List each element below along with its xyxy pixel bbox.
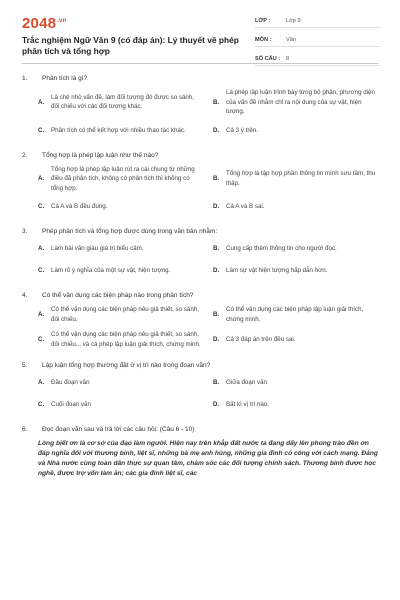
meta-key: LỚP :: [255, 18, 271, 24]
header-divider: [22, 63, 378, 64]
question-list: [22, 75, 378, 492]
question-3: [22, 228, 378, 279]
meta-row-subject: [255, 34, 380, 47]
option-text: Tổng hợp là phép lập luận rút ra cái chung từ những điều đã phân tích, không có phân tích thì không có tổng hợp.: [51, 165, 195, 192]
option-text: Cả A và B sai.: [226, 203, 265, 211]
option-letter: B.: [213, 245, 220, 253]
question-number: 4.: [22, 292, 28, 299]
question-header: [22, 75, 378, 82]
option-letter: B.: [213, 379, 220, 387]
option-d[interactable]: [213, 123, 378, 139]
meta-value: 8: [286, 56, 290, 62]
option-c[interactable]: [38, 199, 203, 215]
option-letter: D.: [213, 203, 220, 211]
option-text: Có thể vận dụng các biện pháp lập luận giải thích, chứng minh.: [226, 306, 364, 323]
option-letter: D.: [213, 335, 220, 343]
question-1: [22, 75, 378, 139]
option-letter: C.: [38, 335, 45, 343]
question-header: [22, 426, 378, 433]
option-b[interactable]: [213, 165, 378, 194]
option-b[interactable]: [213, 241, 378, 257]
logo-suffix: .vn: [57, 18, 67, 24]
option-text: Là phép lập luận trình bày từng bộ phận, phương diện của vấn đề nhằm chỉ ra nội dung của sự vật, hiện tượng.: [226, 89, 375, 115]
meta-row-class: [255, 15, 380, 28]
option-d[interactable]: [213, 263, 378, 279]
options-grid: [22, 375, 378, 413]
question-number: 5.: [22, 362, 28, 369]
option-letter: A.: [38, 379, 45, 387]
option-b[interactable]: [213, 375, 378, 391]
option-text: Cả 3 ý trên.: [226, 126, 258, 134]
option-letter: C.: [38, 267, 45, 275]
option-letter: A.: [38, 245, 45, 253]
options-grid: [22, 305, 378, 349]
option-b[interactable]: [213, 88, 378, 117]
option-a[interactable]: [38, 241, 203, 257]
question-text: Phép phân tích và tổng hợp được dùng trong văn bản nhằm:: [42, 228, 218, 235]
option-a[interactable]: [38, 165, 203, 194]
question-text: Có thể vận dụng các biện pháp nào trong phân tích?: [42, 292, 194, 299]
question-text: Đọc đoạn văn sau và trả lời các câu hỏi: (Câu 6 - 10): [42, 426, 195, 433]
question-4: [22, 292, 378, 349]
option-c[interactable]: [38, 123, 203, 139]
option-text: Làm sự vật hiện tượng hấp dẫn hơn.: [226, 267, 328, 275]
option-letter: B.: [213, 175, 220, 182]
option-letter: D.: [213, 401, 220, 409]
meta-key: MÔN :: [255, 37, 272, 43]
option-letter: C.: [38, 126, 45, 134]
option-letter: B.: [213, 310, 220, 318]
option-text: Tổng hợp là tập hợp phần thông tin mình sưu tầm, thu thập.: [226, 170, 376, 187]
meta-row-count: [255, 53, 380, 66]
question-number: 3.: [22, 228, 28, 235]
options-grid: [22, 165, 378, 216]
option-letter: A.: [38, 310, 45, 318]
option-a[interactable]: [38, 305, 203, 324]
meta-key: SỐ CÂU :: [255, 56, 281, 62]
question-header: [22, 228, 378, 235]
option-d[interactable]: [213, 330, 378, 349]
page-title: Trắc nghiệm Ngữ Văn 9 (có đáp án): Lý thuyết về phép phân tích và tổng hợp: [22, 35, 239, 56]
option-text: Phân tích có thể kết hợp với nhiều thao tác khác.: [51, 126, 186, 134]
option-c[interactable]: [38, 330, 203, 349]
option-text: Có thể vận dụng các biện pháp nêu giả thiết, so sánh, đối chiếu.: [51, 306, 199, 323]
option-c[interactable]: [38, 263, 203, 279]
question-text: Tổng hợp là phép lập luận như thế nào?: [42, 151, 159, 159]
logo-text: 2048: [22, 15, 57, 32]
option-b[interactable]: [213, 305, 378, 324]
question-6: [22, 426, 378, 479]
question-header: [22, 362, 378, 369]
option-text: Giữa đoạn văn: [226, 379, 267, 387]
meta-value: Lớp 9: [286, 18, 301, 24]
option-text: Cả 3 đáp án trên đều sai.: [226, 335, 296, 343]
question-number: 6.: [22, 426, 28, 433]
option-text: Cung cấp thêm thông tin cho người đọc.: [226, 245, 337, 253]
option-letter: A.: [38, 98, 45, 106]
option-d[interactable]: [213, 199, 378, 215]
option-text: Cả A và B đều đúng.: [51, 203, 108, 211]
question-header: [22, 152, 378, 159]
question-text: Lập luận tổng hợp thường đặt ở vị trí nào trong đoạn văn?: [42, 362, 211, 369]
option-a[interactable]: [38, 375, 203, 391]
reading-passage: Lòng biết ơn là cơ sở của đạo làm người. Hiện nay trên khắp đất nước ta đang dấy lên phong trào đền ơn đáp nghĩa đối với thương binh, liệt sĩ, những bà mẹ anh hùng, những gia đình có công với cách mạng. Đảng và Nhà nước cùng toàn dân thực sự quan tâm, chăm sóc các đối tượng chính sách. Thương binh được học nghề, được trợ vốn làm ăn; các gia đình liệt sĩ, các: [38, 440, 378, 477]
question-text: Phân tích là gì?: [42, 75, 88, 82]
option-letter: A.: [38, 175, 45, 182]
option-d[interactable]: [213, 397, 378, 413]
options-grid: [22, 88, 378, 139]
question-number: 2.: [22, 151, 28, 159]
option-text: Làm bài văn giàu giá trị biểu cảm.: [51, 245, 144, 253]
option-c[interactable]: [38, 397, 203, 413]
option-a[interactable]: [38, 88, 203, 117]
option-text: Đầu đoạn văn: [51, 379, 90, 387]
question-5: [22, 362, 378, 413]
option-letter: B.: [213, 98, 220, 106]
option-text: Bất kì vị trí nào.: [226, 401, 269, 409]
option-letter: D.: [213, 126, 220, 134]
meta-value: Văn: [286, 37, 296, 43]
option-text: Có thể vận dụng các biện pháp nêu giả thiết, so sánh, đối chiếu... và cả phép lập luận giải thích, chứng minh.: [51, 331, 201, 348]
question-number: 1.: [22, 75, 28, 82]
options-grid: [22, 241, 378, 279]
question-header: [22, 292, 378, 299]
option-letter: D.: [213, 267, 220, 275]
option-letter: C.: [38, 401, 45, 409]
option-letter: C.: [38, 203, 45, 211]
site-logo[interactable]: [22, 15, 66, 32]
option-text: Là chẻ nhỏ vấn đề, làm đối tượng đó được so sánh, đối chiếu với các đối tượng khác.: [51, 93, 194, 111]
question-2: [22, 152, 378, 216]
option-text: Cuối đoạn văn: [51, 401, 91, 409]
option-text: Làm rõ ý nghĩa của một sự vật, hiện tượng.: [51, 267, 171, 275]
